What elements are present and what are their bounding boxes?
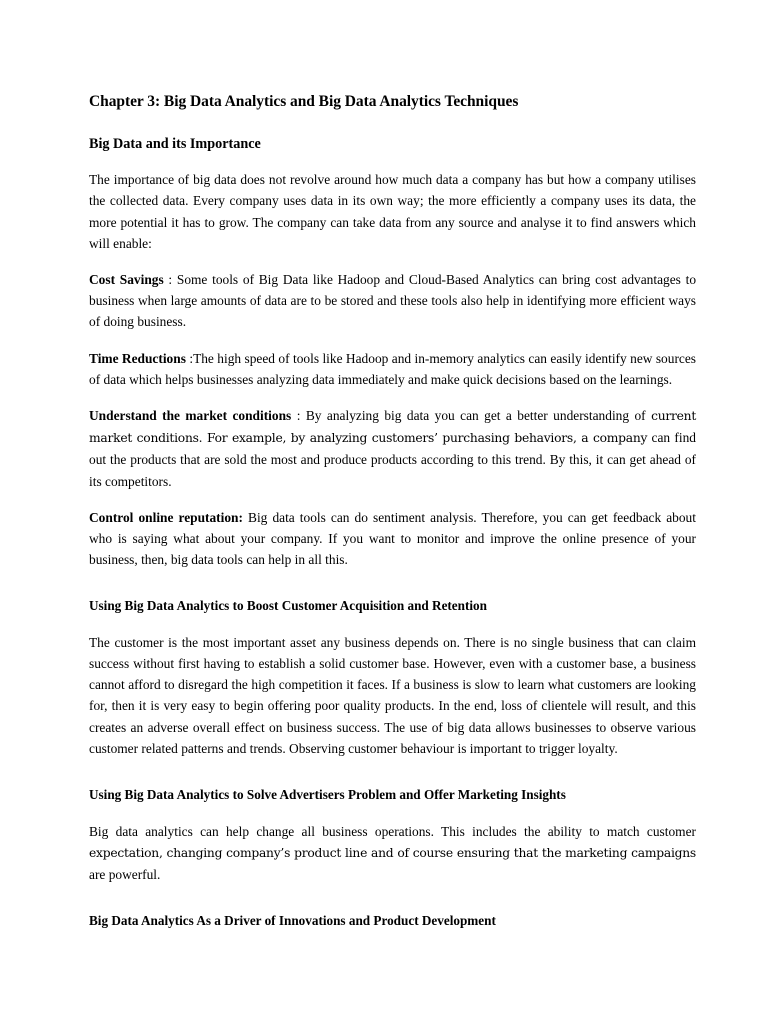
benefit-lead-cost-savings: Cost Savings: [89, 271, 164, 287]
benefit-text-time-reductions: The high speed of tools like Hadoop and in-memory analytics can easily identify new sources of data which helps businesses analyzing data immediately and make quick decisions based on the learnings.: [89, 350, 697, 387]
benefit-cost-savings: [89, 269, 696, 333]
benefit-text-online-reputation: Big data tools can do sentiment analysis. Therefore, you can get feedback about who is saying what about your company. If you want to monitor and improve the online presence of your business, then, big data tools can help in all this.: [89, 509, 696, 568]
page-title: Chapter 3: Big Data Analytics and Big Data Analytics Techniques: [89, 93, 519, 110]
section-subtitle-big-data-importance: Big Data and its Importance: [89, 135, 261, 152]
intro-paragraph: The importance of big data does not revolve around how much data a company has but how a company utilises the collected data. Every company uses data in its own way; the more efficiently a company uses its data, the more potential it has to grow. The company can take data from any source and analyse it to find answers which will enable:: [89, 172, 696, 251]
section-paragraph-advertisers-part-1: Big data analytics can help change all business operations. This includes the ability to match customer: [89, 823, 696, 839]
section-paragraph-advertisers-problem: [89, 821, 696, 886]
document-content: [89, 92, 696, 931]
benefit-text-market-conditions-alt-line: current market conditions. For example, by analyzing customers’ purchasing behaviors, a company: [89, 408, 697, 446]
benefit-text-market-conditions-part-2: can find out the products that are sold the most and produce products according to this trend. By this, it can get ahead of its competitors.: [89, 430, 696, 489]
section-heading-advertisers-problem: Using Big Data Analytics to Solve Advertisers Problem and Offer Marketing Insights: [89, 787, 566, 803]
benefit-online-reputation: [89, 507, 696, 571]
benefit-text-market-conditions-part-1: By analyzing big data you can get a better understanding of: [305, 407, 652, 423]
benefit-separator-cost-savings: :: [163, 271, 177, 287]
benefit-lead-time-reductions: Time Reductions: [89, 350, 186, 366]
section-heading-customer-acquisition: Using Big Data Analytics to Boost Customer Acquisition and Retention: [89, 598, 487, 614]
benefit-lead-market-conditions: Understand the market conditions: [89, 407, 292, 423]
benefit-separator-market-conditions: :: [291, 407, 306, 423]
benefit-separator-time-reductions: :: [185, 350, 194, 366]
benefit-lead-online-reputation: Control online reputation:: [89, 509, 243, 525]
benefit-market-conditions: [89, 405, 696, 492]
section-paragraph-advertisers-alt-line: expectation, changing company’s product line and of course ensuring that the marketing campaigns: [89, 845, 696, 860]
benefit-text-cost-savings: Some tools of Big Data like Hadoop and Cloud-Based Analytics can bring cost advantages to business when large amounts of data are to be stored and these tools also help in identifying more efficient ways of doing business.: [89, 271, 697, 330]
section-paragraph-customer-acquisition: The customer is the most important asset any business depends on. There is no single business that can claim success without first having to establish a solid customer base. However, even with a customer base, a business cannot afford to disregard the high competition it faces. If a business is slow to learn what customers are looking for, then it is very easy to begin offering poor quality products. In the end, loss of clientele will result, and this creates an adverse overall effect on business success. The use of big data allows businesses to observe various customer related patterns and trends. Observing customer behaviour is important to trigger loyalty.: [89, 634, 696, 756]
section-paragraph-advertisers-part-2: are powerful.: [89, 866, 161, 882]
section-heading-driver-of-innovations: Big Data Analytics As a Driver of Innovations and Product Development: [89, 913, 496, 929]
benefit-time-reductions: [89, 348, 696, 390]
